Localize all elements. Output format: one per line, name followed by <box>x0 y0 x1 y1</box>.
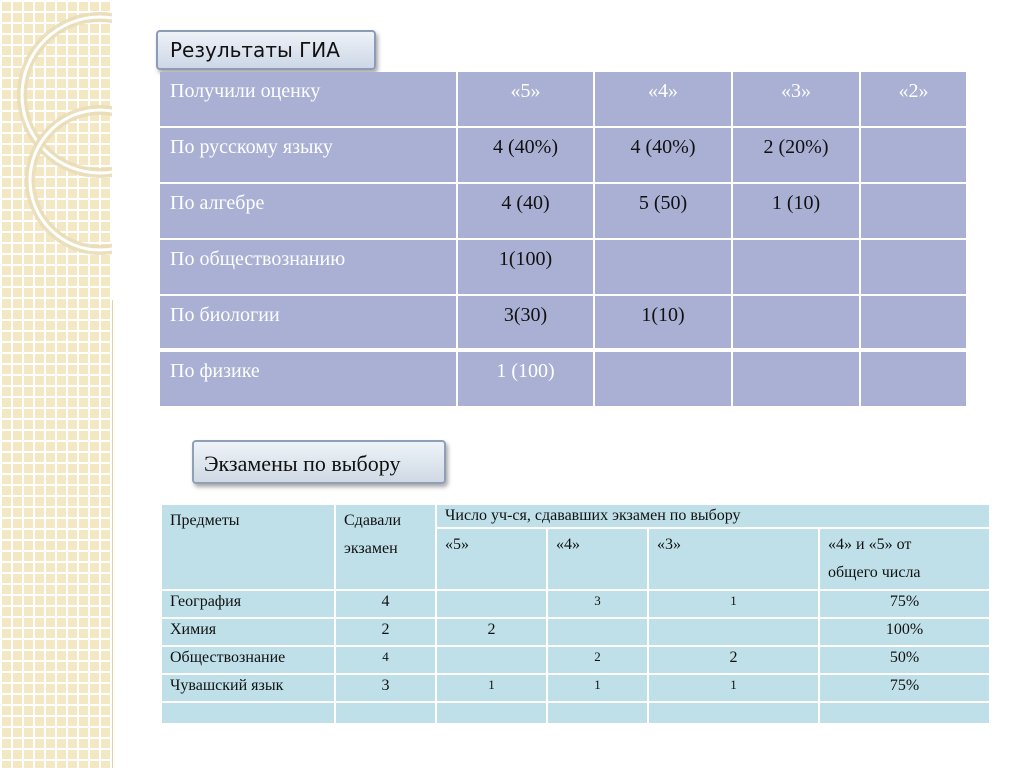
decorative-rings <box>0 0 140 300</box>
table-row <box>161 590 990 618</box>
table-cell: По физике <box>160 352 458 408</box>
table-cell: По русскому языку <box>160 128 458 184</box>
header-took-exam <box>335 504 436 590</box>
table-cell <box>335 702 436 724</box>
table-cell <box>595 240 733 296</box>
table-cell <box>861 352 968 408</box>
table-cell <box>861 128 968 184</box>
header-group: Число уч-ся, сдававших экзамен по выбору <box>436 504 990 528</box>
header-grade-3: «3» <box>648 528 819 590</box>
table-cell: 4 (40%) <box>595 128 733 184</box>
table-cell: 2 <box>335 618 436 646</box>
table-cell <box>733 352 861 408</box>
table-row <box>160 240 968 296</box>
table-cell <box>648 618 819 646</box>
header-45-line2: общего числа <box>828 564 921 581</box>
table-cell: 3(30) <box>458 296 595 352</box>
table-cell: 2 <box>648 646 819 674</box>
section-title-elective-exams: Экзамены по выбору <box>192 440 446 484</box>
table-cell <box>436 646 547 674</box>
table-cell: 1 <box>547 674 648 702</box>
table-cell <box>733 240 861 296</box>
table-row <box>160 184 968 240</box>
table-cell: 1(100) <box>458 240 595 296</box>
table-cell: Обществознание <box>161 646 335 674</box>
table-cell: 4 (40) <box>458 184 595 240</box>
header-subjects: Предметы <box>161 504 335 590</box>
table-cell <box>648 702 819 724</box>
table-cell: 75% <box>819 590 990 618</box>
table-row <box>161 702 990 724</box>
table-cell: География <box>161 590 335 618</box>
table-cell: Химия <box>161 618 335 646</box>
table-cell <box>861 240 968 296</box>
table-header-row <box>161 504 990 528</box>
table-row <box>160 296 968 352</box>
table-cell: 1 <box>436 674 547 702</box>
table-row <box>160 352 968 408</box>
section-title-gia: Результаты ГИА <box>156 30 376 70</box>
table-cell <box>547 618 648 646</box>
table-cell: 4 <box>335 646 436 674</box>
gia-results-table <box>160 72 968 408</box>
table-cell: 3 <box>547 590 648 618</box>
table-cell: 1(10) <box>595 296 733 352</box>
header-45-line1: «4» и «5» от <box>828 536 912 553</box>
header-cell: «4» <box>595 72 733 128</box>
table-cell: 50% <box>819 646 990 674</box>
table-row <box>160 128 968 184</box>
table-cell: Чувашский язык <box>161 674 335 702</box>
table-cell: 4 <box>335 590 436 618</box>
table-cell: 100% <box>819 618 990 646</box>
table-cell: 2 (20%) <box>733 128 861 184</box>
table-cell <box>733 296 861 352</box>
table-cell: 5 (50) <box>595 184 733 240</box>
table-cell: 1 <box>648 590 819 618</box>
header-cell: «5» <box>458 72 595 128</box>
table-cell: 2 <box>436 618 547 646</box>
table-cell <box>861 184 968 240</box>
header-took-line2: экзамен <box>344 540 398 557</box>
header-cell: Получили оценку <box>160 72 458 128</box>
table-cell: По алгебре <box>160 184 458 240</box>
table-cell: 75% <box>819 674 990 702</box>
table-cell: 1 (100) <box>458 352 595 408</box>
table-row <box>161 618 990 646</box>
table-cell <box>161 702 335 724</box>
table-header-row <box>160 72 968 128</box>
header-grade-45 <box>819 528 990 590</box>
header-cell: «3» <box>733 72 861 128</box>
table-cell <box>595 352 733 408</box>
elective-exams-table <box>160 503 991 725</box>
table-cell: 2 <box>547 646 648 674</box>
table-cell <box>436 590 547 618</box>
header-grade-5: «5» <box>436 528 547 590</box>
table-cell <box>861 296 968 352</box>
table-cell <box>436 702 547 724</box>
table-cell: 1 (10) <box>733 184 861 240</box>
table-cell <box>819 702 990 724</box>
table-cell: 1 <box>648 674 819 702</box>
table-row <box>161 646 990 674</box>
header-cell: «2» <box>861 72 968 128</box>
header-grade-4: «4» <box>547 528 648 590</box>
header-took-line1: Сдавали <box>344 512 402 529</box>
table-cell: 4 (40%) <box>458 128 595 184</box>
table-row <box>161 674 990 702</box>
table-cell: По биологии <box>160 296 458 352</box>
table-cell: По обществознанию <box>160 240 458 296</box>
table-cell <box>547 702 648 724</box>
table-cell: 3 <box>335 674 436 702</box>
